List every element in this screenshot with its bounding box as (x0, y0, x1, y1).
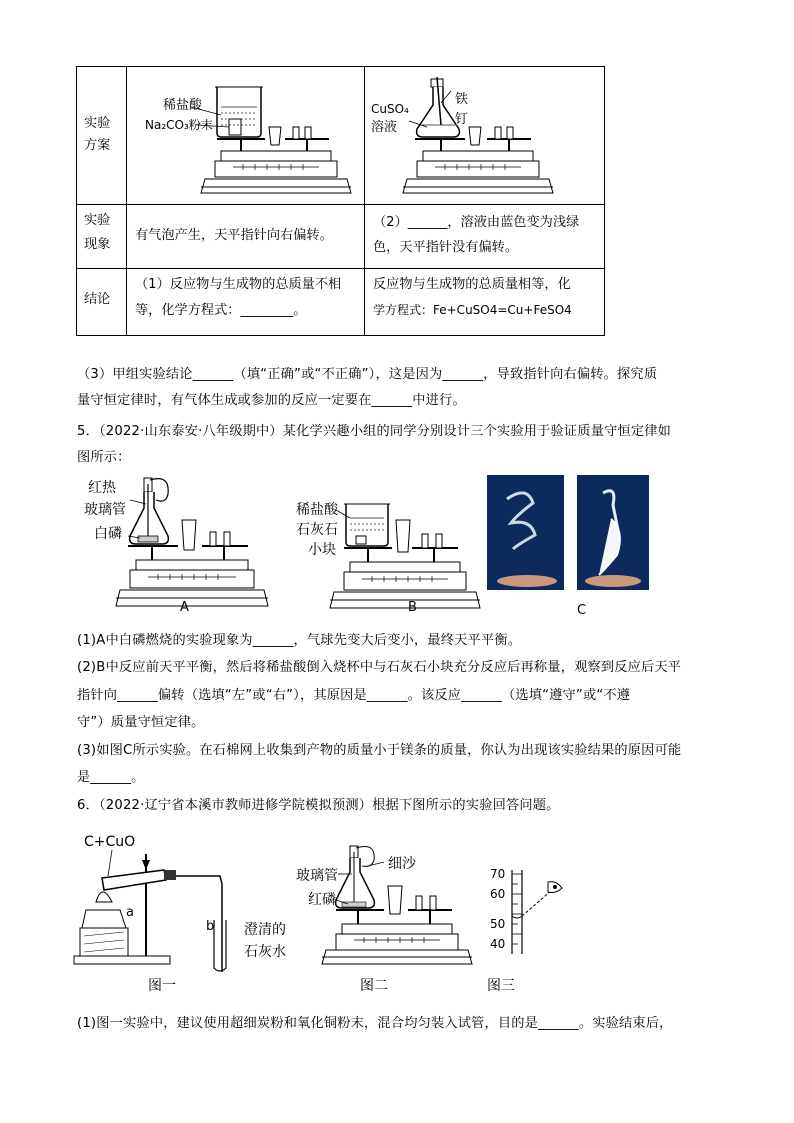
row-label-phenomenon: 实验 现象 (84, 213, 111, 252)
fig1-lime-line1: 澄清的 (244, 922, 286, 938)
fig-right-label4: 钉 (455, 112, 469, 127)
fig-left-label1: 稀盐酸 (163, 98, 203, 113)
fig-right-label3: 铁 (455, 92, 469, 107)
balance-beaker-figure (133, 75, 359, 201)
figure-three-cylinder (486, 862, 576, 962)
fig-a-caption: A (180, 600, 189, 615)
q5-line2: 图所示： (77, 450, 131, 465)
q5-part2-line2: 指针向______偏转（选填“左”或“右”），其原因是______。该反应______（选填“遵守”或“不遵 (77, 688, 631, 703)
figure-one (72, 832, 302, 972)
q5-part1: (1)A中白磷燃烧的实验现象为______，气球先变大后变小，最终天平平衡。 (77, 633, 522, 648)
magnesium-photo-2 (577, 475, 649, 590)
left-conclusion-line2: 等，化学方程式：________。 (135, 303, 307, 318)
fig-a-label2: 玻璃管 (84, 502, 126, 518)
fig-left-label2: Na₂CO₃粉末 (145, 118, 213, 132)
figure-two (296, 840, 486, 966)
q5-part2-line1: (2)B中反应前天平平衡，然后将稀盐酸倒入烧杯中与石灰石小块充分反应后再称量，观察到反应后天平 (77, 660, 682, 675)
fig-b-caption: B (408, 600, 417, 615)
fig-a-label3: 白磷 (94, 526, 122, 542)
left-conclusion-line1: （1）反应物与生成物的总质量不相 (135, 277, 342, 292)
fig1-caption: 图一 (148, 978, 176, 994)
q3-line2: 量守恒定律时，有气体生成或参加的反应一定要在______中进行。 (77, 393, 466, 408)
fig1-label-b: b (206, 919, 215, 934)
fig3-tick-70: 70 (490, 867, 506, 881)
fig2-label-sand: 细沙 (388, 856, 416, 872)
fig1-lime-line2: 石灰水 (244, 944, 286, 960)
q5-part3-line2: 是______。 (77, 770, 145, 785)
fig3-tick-60: 60 (490, 887, 506, 901)
q3-line1: （3）甲组实验结论______（填“正确”或“不正确”），这是因为______，导致指针向右偏转。探究质 (77, 367, 658, 382)
fig2-label-tube: 玻璃管 (296, 868, 338, 884)
row-label-conclusion: 结论 (84, 292, 111, 307)
q5-line1: 5．（2022·山东泰安·八年级期中）某化学兴趣小组的同学分别设计三个实验用于验证质量守恒定律如 (77, 424, 672, 439)
q5-part2-line3: 守”）质量守恒定律。 (77, 715, 205, 730)
fig3-caption: 图三 (487, 978, 515, 994)
right-phenomenon-line1: （2）______，溶液由蓝色变为浅绿 (373, 215, 580, 230)
q6-part1: (1)图一实验中，建议使用超细炭粉和氧化铜粉末，混合均匀装入试管，目的是______。实验结束后， (77, 1016, 673, 1031)
experiment-table (76, 66, 605, 336)
fig1-label-a: a (126, 905, 134, 920)
fig3-tick-50: 50 (490, 917, 506, 931)
fig1-top-label: C+CuO (84, 834, 136, 850)
fig-right-label2: 溶液 (371, 120, 398, 135)
fig2-caption: 图二 (360, 978, 388, 994)
row-label-scheme: 实验 方案 (84, 116, 111, 153)
magnesium-photo-1 (487, 475, 564, 590)
q5-part3-line1: (3)如图C所示实验。在石棉网上收集到产物的质量小于镁条的质量，你认为出现该实验结果的原因可能 (77, 743, 682, 758)
q6-line1: 6．（2022·辽宁省本溪市教师进修学院模拟预测）根据下图所示的实验回答问题。 (77, 798, 560, 813)
figure-a (84, 474, 280, 616)
balance-flask-figure (369, 73, 599, 201)
fig-right-label1: CuSO₄ (371, 102, 409, 116)
fig2-label-red: 红磷 (308, 892, 336, 908)
fig-c-caption: C (577, 603, 587, 618)
right-phenomenon-line2: 色，天平指针没有偏转。 (373, 240, 519, 255)
right-conclusion-line1: 反应物与生成物的总质量相等，化 (373, 277, 571, 292)
fig3-tick-40: 40 (490, 937, 506, 951)
fig-b-label3: 小块 (308, 542, 336, 558)
fig-b-label2: 石灰石 (296, 522, 338, 538)
left-phenomenon: 有气泡产生，天平指针向右偏转。 (135, 228, 333, 243)
figure-b (292, 498, 482, 616)
fig-a-label1: 红热 (88, 480, 116, 496)
fig-b-label1: 稀盐酸 (296, 502, 338, 518)
right-conclusion-line2: 学方程式：Fe+CuSO4=Cu+FeSO4 (373, 303, 572, 317)
